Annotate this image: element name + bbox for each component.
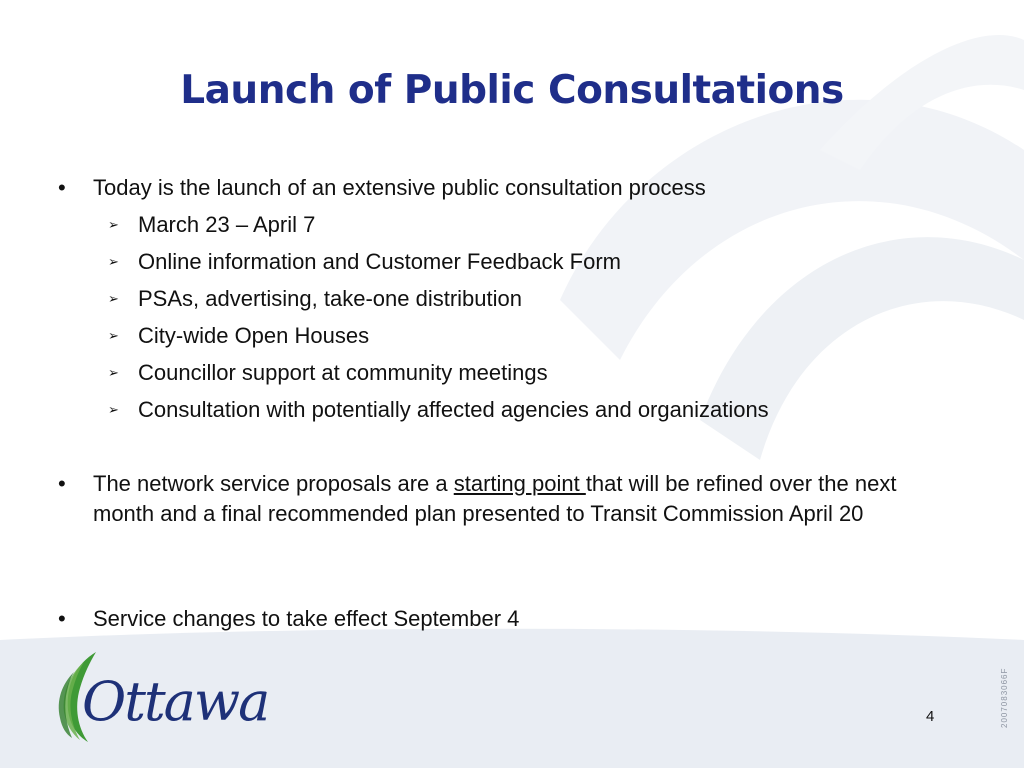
- ottawa-logo: [48, 648, 268, 748]
- arrow-bullet-icon: ➢: [108, 217, 119, 232]
- bullet-icon: •: [58, 606, 66, 631]
- sub-bullet-text: Online information and Customer Feedback Form: [138, 249, 621, 274]
- page-number: 4: [926, 708, 935, 725]
- ottawa-logo-wordmark: Ottawa: [82, 670, 269, 733]
- bullet-text: Service changes to take effect September 4: [93, 606, 520, 631]
- underlined-emphasis: starting point: [453, 471, 586, 496]
- sub-bullet-text: City-wide Open Houses: [138, 323, 370, 348]
- document-code: 2007083066F: [1000, 667, 1009, 728]
- arrow-bullet-icon: ➢: [108, 254, 119, 269]
- bullet-icon: •: [58, 175, 66, 200]
- arrow-bullet-icon: ➢: [108, 328, 119, 343]
- bullet-text: Today is the launch of an extensive public consultation process: [93, 175, 706, 200]
- bullet-text-end: that will be refined over the next month and a final recommended plan presented to Transit Commission April 20: [93, 471, 897, 526]
- bullet-text: [93, 469, 953, 529]
- sub-bullet-text: Councillor support at community meetings: [138, 360, 548, 385]
- bullet-icon: •: [58, 471, 66, 496]
- bullet-text-start: The network service proposals are a: [93, 471, 454, 496]
- arrow-bullet-icon: ➢: [108, 291, 119, 306]
- arrow-bullet-icon: ➢: [108, 365, 119, 380]
- sub-bullet-text: PSAs, advertising, take-one distribution: [138, 286, 522, 311]
- sub-bullet-text: Consultation with potentially affected agencies and organizations: [138, 397, 769, 422]
- arrow-bullet-icon: ➢: [108, 402, 119, 417]
- slide-title: Launch of Public Consultations: [180, 68, 844, 113]
- sub-bullet-text: March 23 – April 7: [138, 212, 316, 237]
